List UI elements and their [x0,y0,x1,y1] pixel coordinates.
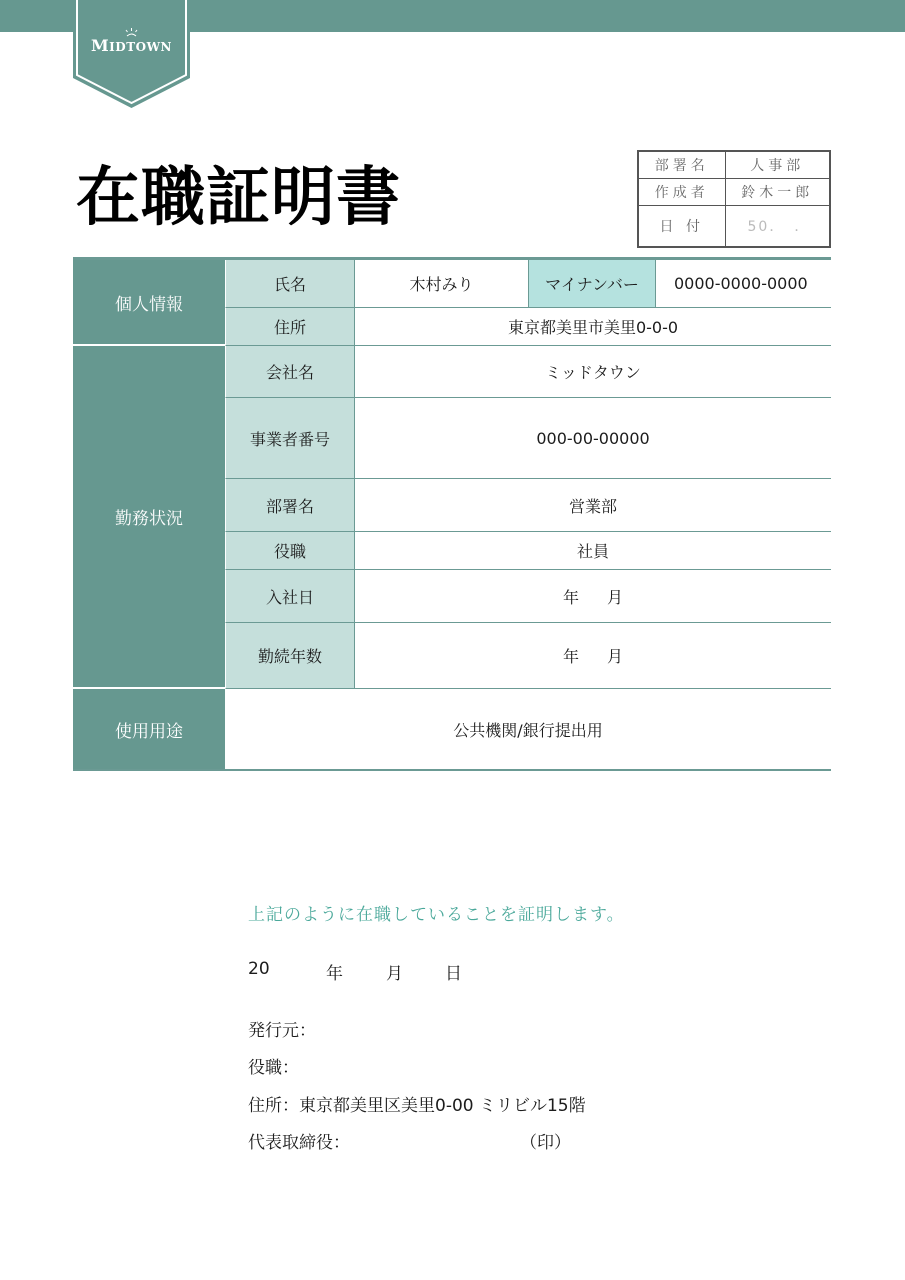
value-mynumber: 0000-0000-0000 [674,274,808,293]
tenure-year-unit: 年 [562,647,579,666]
label-position: 役職 [225,532,355,570]
value-usage: 公共機関/銀行提出用 [453,720,603,740]
midtown-logo-text: MIDTOWN [90,36,173,55]
approval-stamp-table [637,150,831,248]
section-employment: 勤務状況 [73,346,225,689]
document-title: 在職証明書 [76,161,401,235]
value-name: 木村みり [409,275,474,294]
representative-line [248,1128,571,1153]
date-prefix: 20 [248,959,270,979]
date-day-unit: 日 [445,964,462,984]
label-tenure: 勤続年数 [225,623,355,689]
value-position: 社員 [355,532,831,570]
value-company: ミッドタウン [355,346,831,398]
label-join-date: 入社日 [225,570,355,623]
stamp-value-author: 鈴木一郎 [725,178,830,205]
stamp-key-author: 作成者 [638,178,725,205]
address-line: 住所：東京都美里区美里0-00 ミリビル15階 [248,1096,586,1116]
label-business-number: 事業者番号 [225,398,355,479]
stamp-value-date: 50． ． [725,205,830,247]
date-month-unit: 月 [386,964,403,984]
info-table [73,257,831,771]
name-mynumber-row [355,260,831,308]
stamp-key-department: 部署名 [638,151,725,178]
value-business-number: 000-00-00000 [355,398,831,479]
label-department: 部署名 [225,479,355,532]
position-line: 役職： [248,1058,299,1078]
label-mynumber: マイナンバー [528,260,656,307]
label-name: 氏名 [225,260,355,308]
label-company: 会社名 [225,346,355,398]
join-year-unit: 年 [562,587,579,607]
certification-statement: 上記のように在職していることを証明します。 [248,905,625,925]
representative-label: 代表取締役： [248,1133,350,1153]
section-personal-info: 個人情報 [73,260,225,346]
label-address: 住所 [225,308,355,346]
value-address: 東京都美里市美里0-0-0 [355,308,831,346]
date-year-unit: 年 [326,964,343,984]
tenure-month-unit: 月 [607,647,624,666]
value-department: 営業部 [355,479,831,532]
midtown-logo-badge-icon [73,0,190,110]
stamp-key-date: 日 付 [638,205,725,247]
join-month-unit: 月 [607,587,624,607]
issuer-line: 発行元： [248,1021,316,1041]
seal-mark: （印） [520,1133,571,1153]
stamp-value-department: 人事部 [725,151,830,178]
value-join-date [355,570,831,623]
section-usage: 使用用途 [73,689,225,769]
value-tenure [355,623,831,689]
